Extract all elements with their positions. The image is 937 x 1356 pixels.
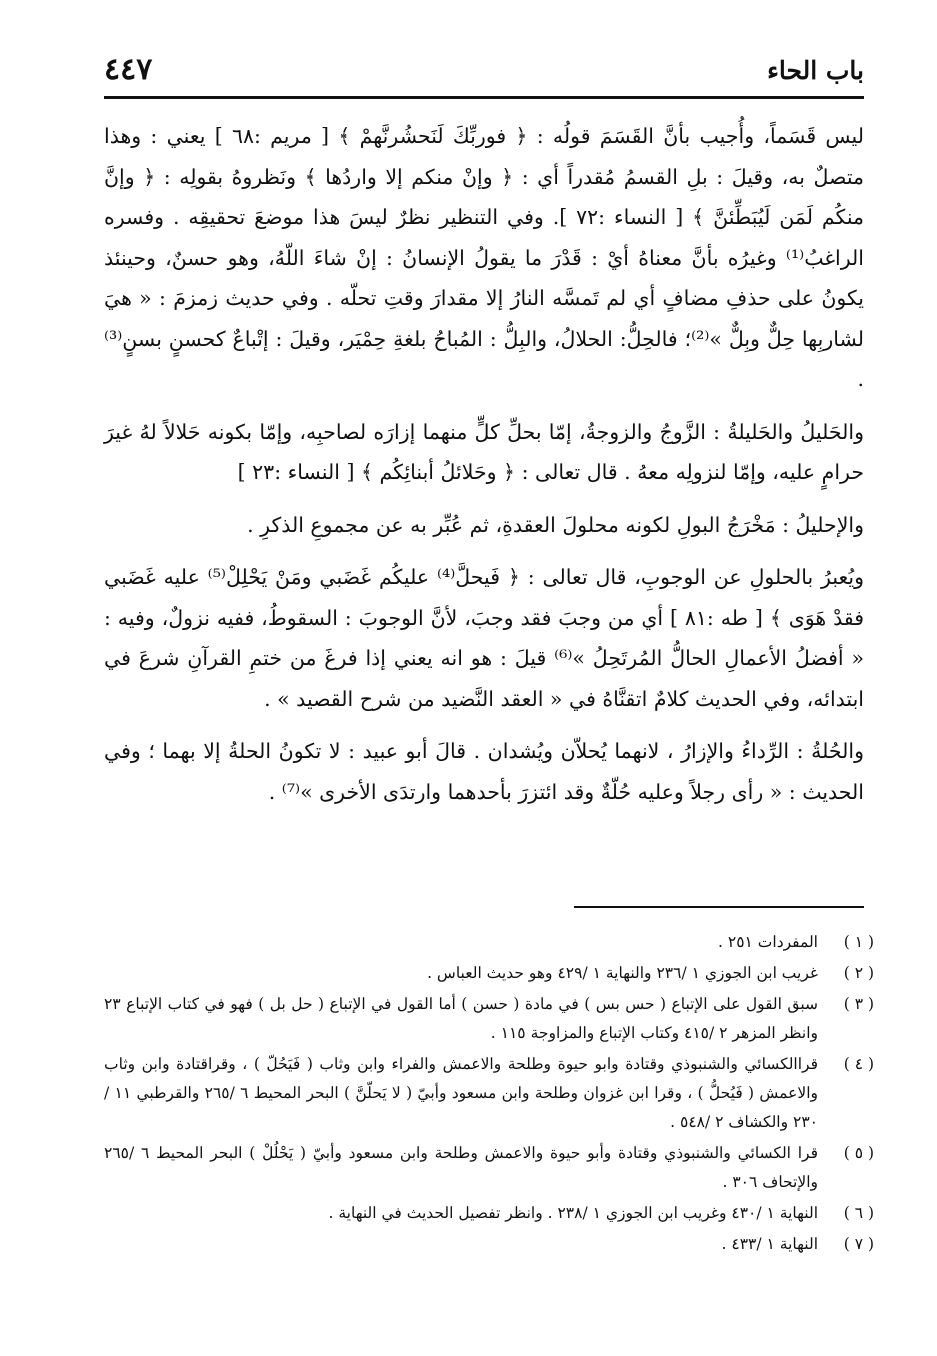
footnote xyxy=(104,1199,874,1228)
footnote-text: النهاية ١ /٤٣٠ وغريب ابن الجوزي ١ /٢٣٨ . وانظر تفصيل الحديث في النهاية . xyxy=(328,1204,818,1222)
footnote-number: ( ٦ ) xyxy=(843,1204,874,1222)
page-header xyxy=(104,52,864,92)
paragraph: والإحليلُ : مَخْرَجُ البولِ لكونه محلولَ العقدةِ، ثم عُبِّر به عن مجموعِ الذكرِ . xyxy=(247,512,864,537)
paragraph: ويُعبرُ بالحلولِ عن الوجوبِ، قال تعالى : ﴿ فَيحلَّ⁽⁴⁾ عليكُم غَضَبي ومَنْ يَحْلِلْ⁽⁵⁾ عليه غَضَبي فقدْ هَوَى ﴾ [ طه :٨١ ] أي من وجبَ فقد وجبَ، لأنَّ الوجوبَ : السقوطُ، ففيه نزولٌ، وفيه : « أفضلُ الأعمالِ الحالُّ المُرتَحِلُ »⁽⁶⁾ قيلَ : هو انه يعني إذا فرغَ من ختمِ القرآنِ شرعَ في ابتدائه، وفي الحديث كلامٌ اتقنَّاهُ في « العقد النَّضيد من شرح القصيد » . xyxy=(104,565,864,711)
footnote xyxy=(104,1139,874,1197)
paragraph: والحَليلُ والحَليلةُ : الزَّوجُ والزوجةُ، إمّا بحلِّ كلٍّ منهما إزارَه لصاحبِه، وإمّا بكونه حَلالاً لهُ غيرَ حرامٍ عليه، وإمّا لنزولِه معهُ . قال تعالى : ﴿ وحَلائلُ أبنائِكُم ﴾ [ النساء :٢٣ ] xyxy=(104,419,864,484)
footnote-number: ( ١ ) xyxy=(843,933,874,951)
footnote-number: ( ٧ ) xyxy=(843,1235,874,1253)
footnote-number: ( ٤ ) xyxy=(843,1055,874,1073)
footnote xyxy=(104,1050,874,1137)
footnote xyxy=(104,990,874,1048)
footnote-text: قراالكسائي والشنبوذي وقتادة وابو حيوة وطلحة والاعمش والفراء وابن وثاب ( فَيَحُلّ ) ، وقراقتادة وابن وثاب والاعمش ( فَيُحلُّ ) ، وقرا ابن غزوان وطلحة وابن مسعود وأبيّ ( لا يَحلّنَّ ) البحر المحيط ٦ /٢٦٥ والقرطبي ١١ /٢٣٠ والكشاف ٢ /٥٤٨ . xyxy=(104,1055,818,1131)
footnote-number: ( ٢ ) xyxy=(843,964,874,982)
main-text xyxy=(104,116,864,812)
footnote-text: قرا الكسائي والشنبوذي وقتادة وأبو حيوة والاعمش وطلحة وابن مسعود وأبيّ ( يَحْلُلْ ) البحر المحيط ٦ /٢٦٥ والإتحاف ٣٠٦ . xyxy=(104,1144,819,1191)
footnote-number: ( ٥ ) xyxy=(843,1144,874,1162)
footnote-text: سبق القول على الإتباع ( حس بس ) في مادة ( حسن ) أما القول في الإتباع ( حل بل ) فهو في كتاب الإتباع ٢٣ وانظر المزهر ٢ /٤١٥ وكتاب الإتباع والمزاوجة ١١٥ . xyxy=(104,995,818,1042)
footnote xyxy=(104,928,874,957)
paragraph: والحُلةُ : الرِّداءُ والإزارُ ، لانهما يُحلاّن ويُشدان . قالَ أبو عبيد : لا تكونُ الحلةُ إلا بهما ؛ وفي الحديث : « رأى رجلاً وعليه حُلّةٌ وقد ائتزرَ بأحدهما وارتدَى الأخرى »⁽⁷⁾ . xyxy=(104,739,864,804)
footnote xyxy=(104,959,874,988)
footnote-divider xyxy=(574,906,864,908)
footnote-text: غريب ابن الجوزي ١ /٢٣٦ والنهاية ١ /٤٢٩ وهو حديث العباس . xyxy=(427,964,818,982)
footnote xyxy=(104,1230,874,1259)
footnote-text: النهاية ١ /٤٣٣ . xyxy=(721,1235,818,1253)
paragraph: ليس قَسَماً، وأُجيب بأنَّ القَسَمَ قولُه : ﴿ فوربِّكَ لَنَحشُرنَّهمْ ﴾ [ مريم :٦٨ ] يعني : وهذا متصلٌ به، وقيلَ : بلِ القسمُ مُقدراً أي : ﴿ وإنْ منكم إلا واردُها ﴾ ونَظروهُ بقولِه : ﴿ وإنَّ منكُم لَمَن لَيُبَطِّئنَّ ﴾ [ النساء :٧٢ ]. وفي التنظير نظرٌ ليسَ هذا موضعَ تحقيقِه . وفسره الراغبُ⁽¹⁾ وغيرُه بأنَّ معناهُ أيْ : قَدْرَ ما يقولُ الإنسانُ : إنْ شاءَ اللّهُ، وهو حسنٌ، وحينئذ يكونُ على حذفِ مضافٍ أي لم تَمسَّه النارُ إلا مقدارَ وقتِ تحلّه . وفي حديث زمزمَ : « هيَ لشاربِها حِلٌّ وبِلٌّ »⁽²⁾؛ فالحِلُّ: الحلالُ، والبِلُّ : المُباحُ بلغةِ حِمْيَر، وقيلَ : إتْباعٌ كحسنٍ بسنٍ⁽³⁾ . xyxy=(104,124,864,391)
footnote-number: ( ٣ ) xyxy=(843,995,874,1013)
page-number: ٤٤٧ xyxy=(104,52,153,87)
footnotes xyxy=(104,928,874,1261)
chapter-title: باب الحاء xyxy=(767,56,864,85)
footnote-text: المفردات ٢٥١ . xyxy=(718,933,818,951)
header-divider xyxy=(104,96,864,99)
